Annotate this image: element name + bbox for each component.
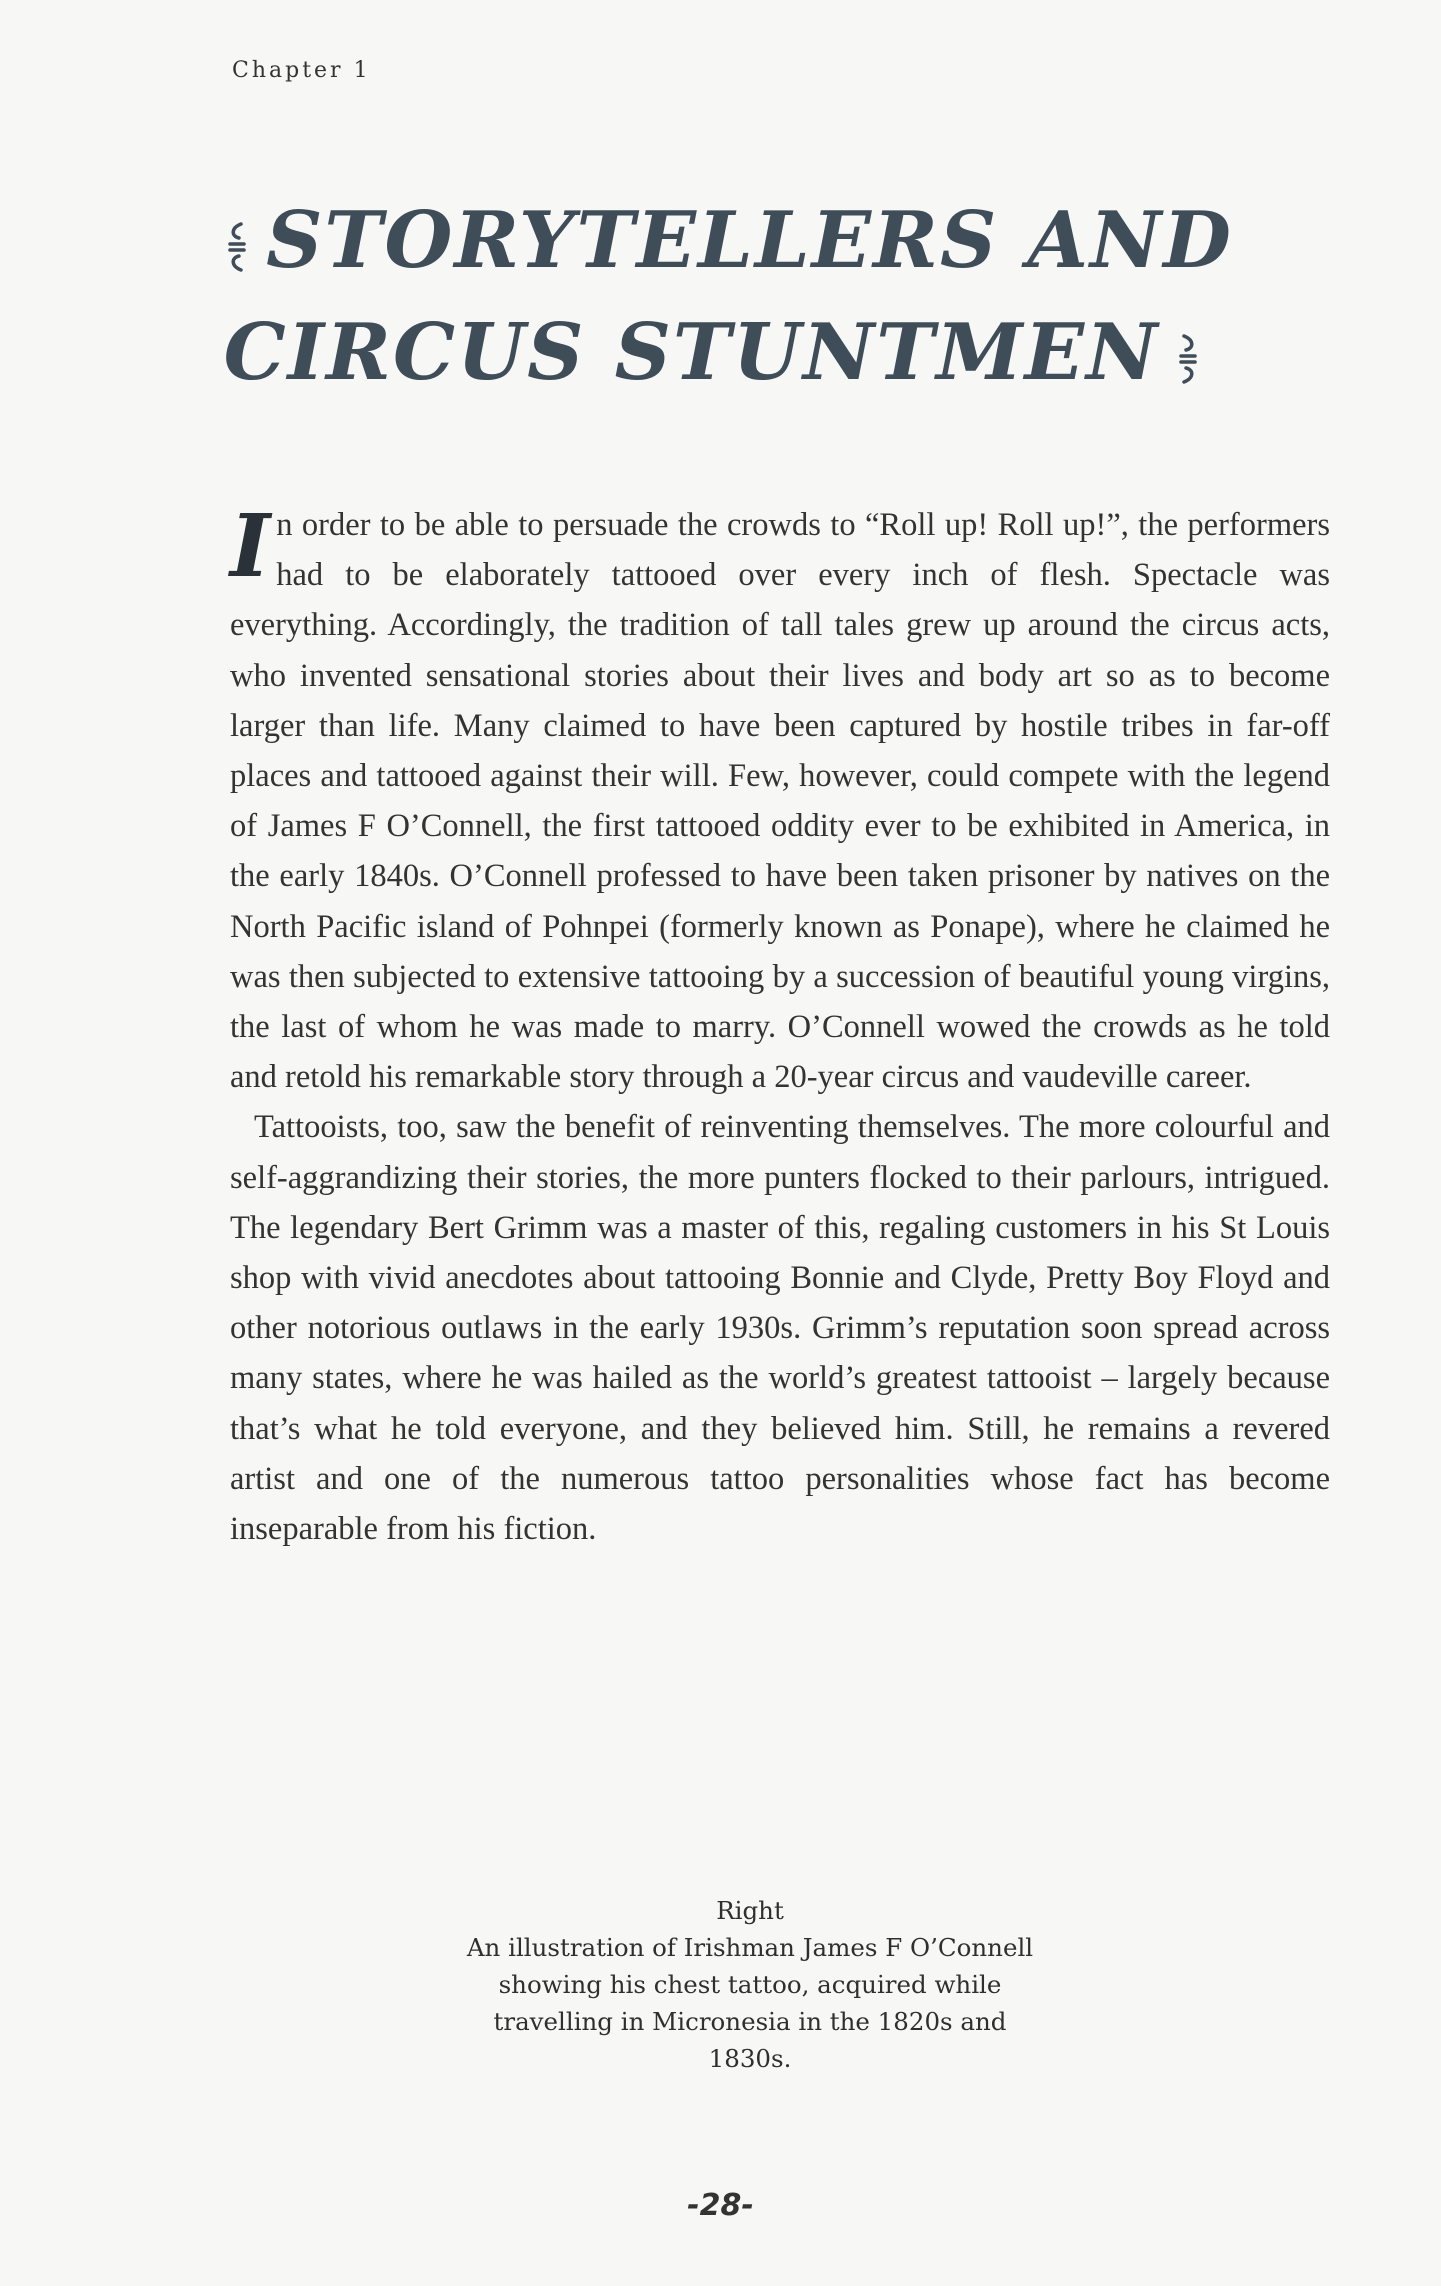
image-caption	[460, 1892, 1040, 2077]
drop-cap: I	[230, 496, 271, 597]
page-number: -28-	[687, 2188, 754, 2223]
title-line-1	[0, 185, 1441, 297]
chapter-label: Chapter 1	[232, 58, 371, 83]
scroll-flourish-icon	[226, 220, 248, 274]
body-text	[230, 496, 1330, 1554]
title-text-2: CIRCUS STUNTMEN	[223, 307, 1160, 398]
paragraph-1-text: n order to be able to persuade the crowds to “Roll up! Roll up!”, the performers had to be elaborately tattooed over every inch of flesh. Spectacle was everything. Accordingly, the tradition of tall tales grew up around the circus acts, who invented sensational stories about their lives and body art so as to become larger than life. Many claimed to have been captured by hostile tribes in far-off places and tattooed against their will. Few, however, could compete with the legend of James F O’Connell, the first tattooed oddity ever to be exhibited in America, in the early 1840s. O’Connell professed to have been taken prisoner by natives on the North Pacific island of Pohnpei (formerly known as Ponape), where he claimed he was then subjected to extensive tattooing by a succession of beautiful young virgins, the last of whom he was made to marry. O’Connell wowed the crowds as he told and retold his remarkable story through a 20-year circus and vaudeville career.	[230, 507, 1330, 1096]
title-line-2	[0, 297, 1441, 409]
chapter-title	[0, 185, 1441, 409]
scroll-flourish-icon	[1177, 332, 1199, 386]
title-text-1: STORYTELLERS AND	[266, 195, 1233, 286]
paragraph-2: Tattooists, too, saw the benefit of reinventing themselves. The more colourful and self-aggrandizing their stories, the more punters flocked to their parlours, intrigued. The legendary Bert Grimm was a master of this, regaling customers in his St Louis shop with vivid anecdotes about tattooing Bonnie and Clyde, Pretty Boy Floyd and other notorious outlaws in the early 1930s. Grimm’s reputation soon spread across many states, where he was hailed as the world’s greatest tattooist – largely because that’s what he told everyone, and they believed him. Still, he remains a revered artist and one of the numerous tattoo personalities whose fact has become inseparable from his fiction.	[230, 1109, 1330, 1548]
caption-text: An illustration of Irishman James F O’Connell showing his chest tattoo, acquired while travelling in Micronesia in the 1820s and 1830s.	[466, 1933, 1034, 2073]
caption-heading: Right	[716, 1896, 784, 1925]
paragraph-1	[230, 496, 1330, 1102]
